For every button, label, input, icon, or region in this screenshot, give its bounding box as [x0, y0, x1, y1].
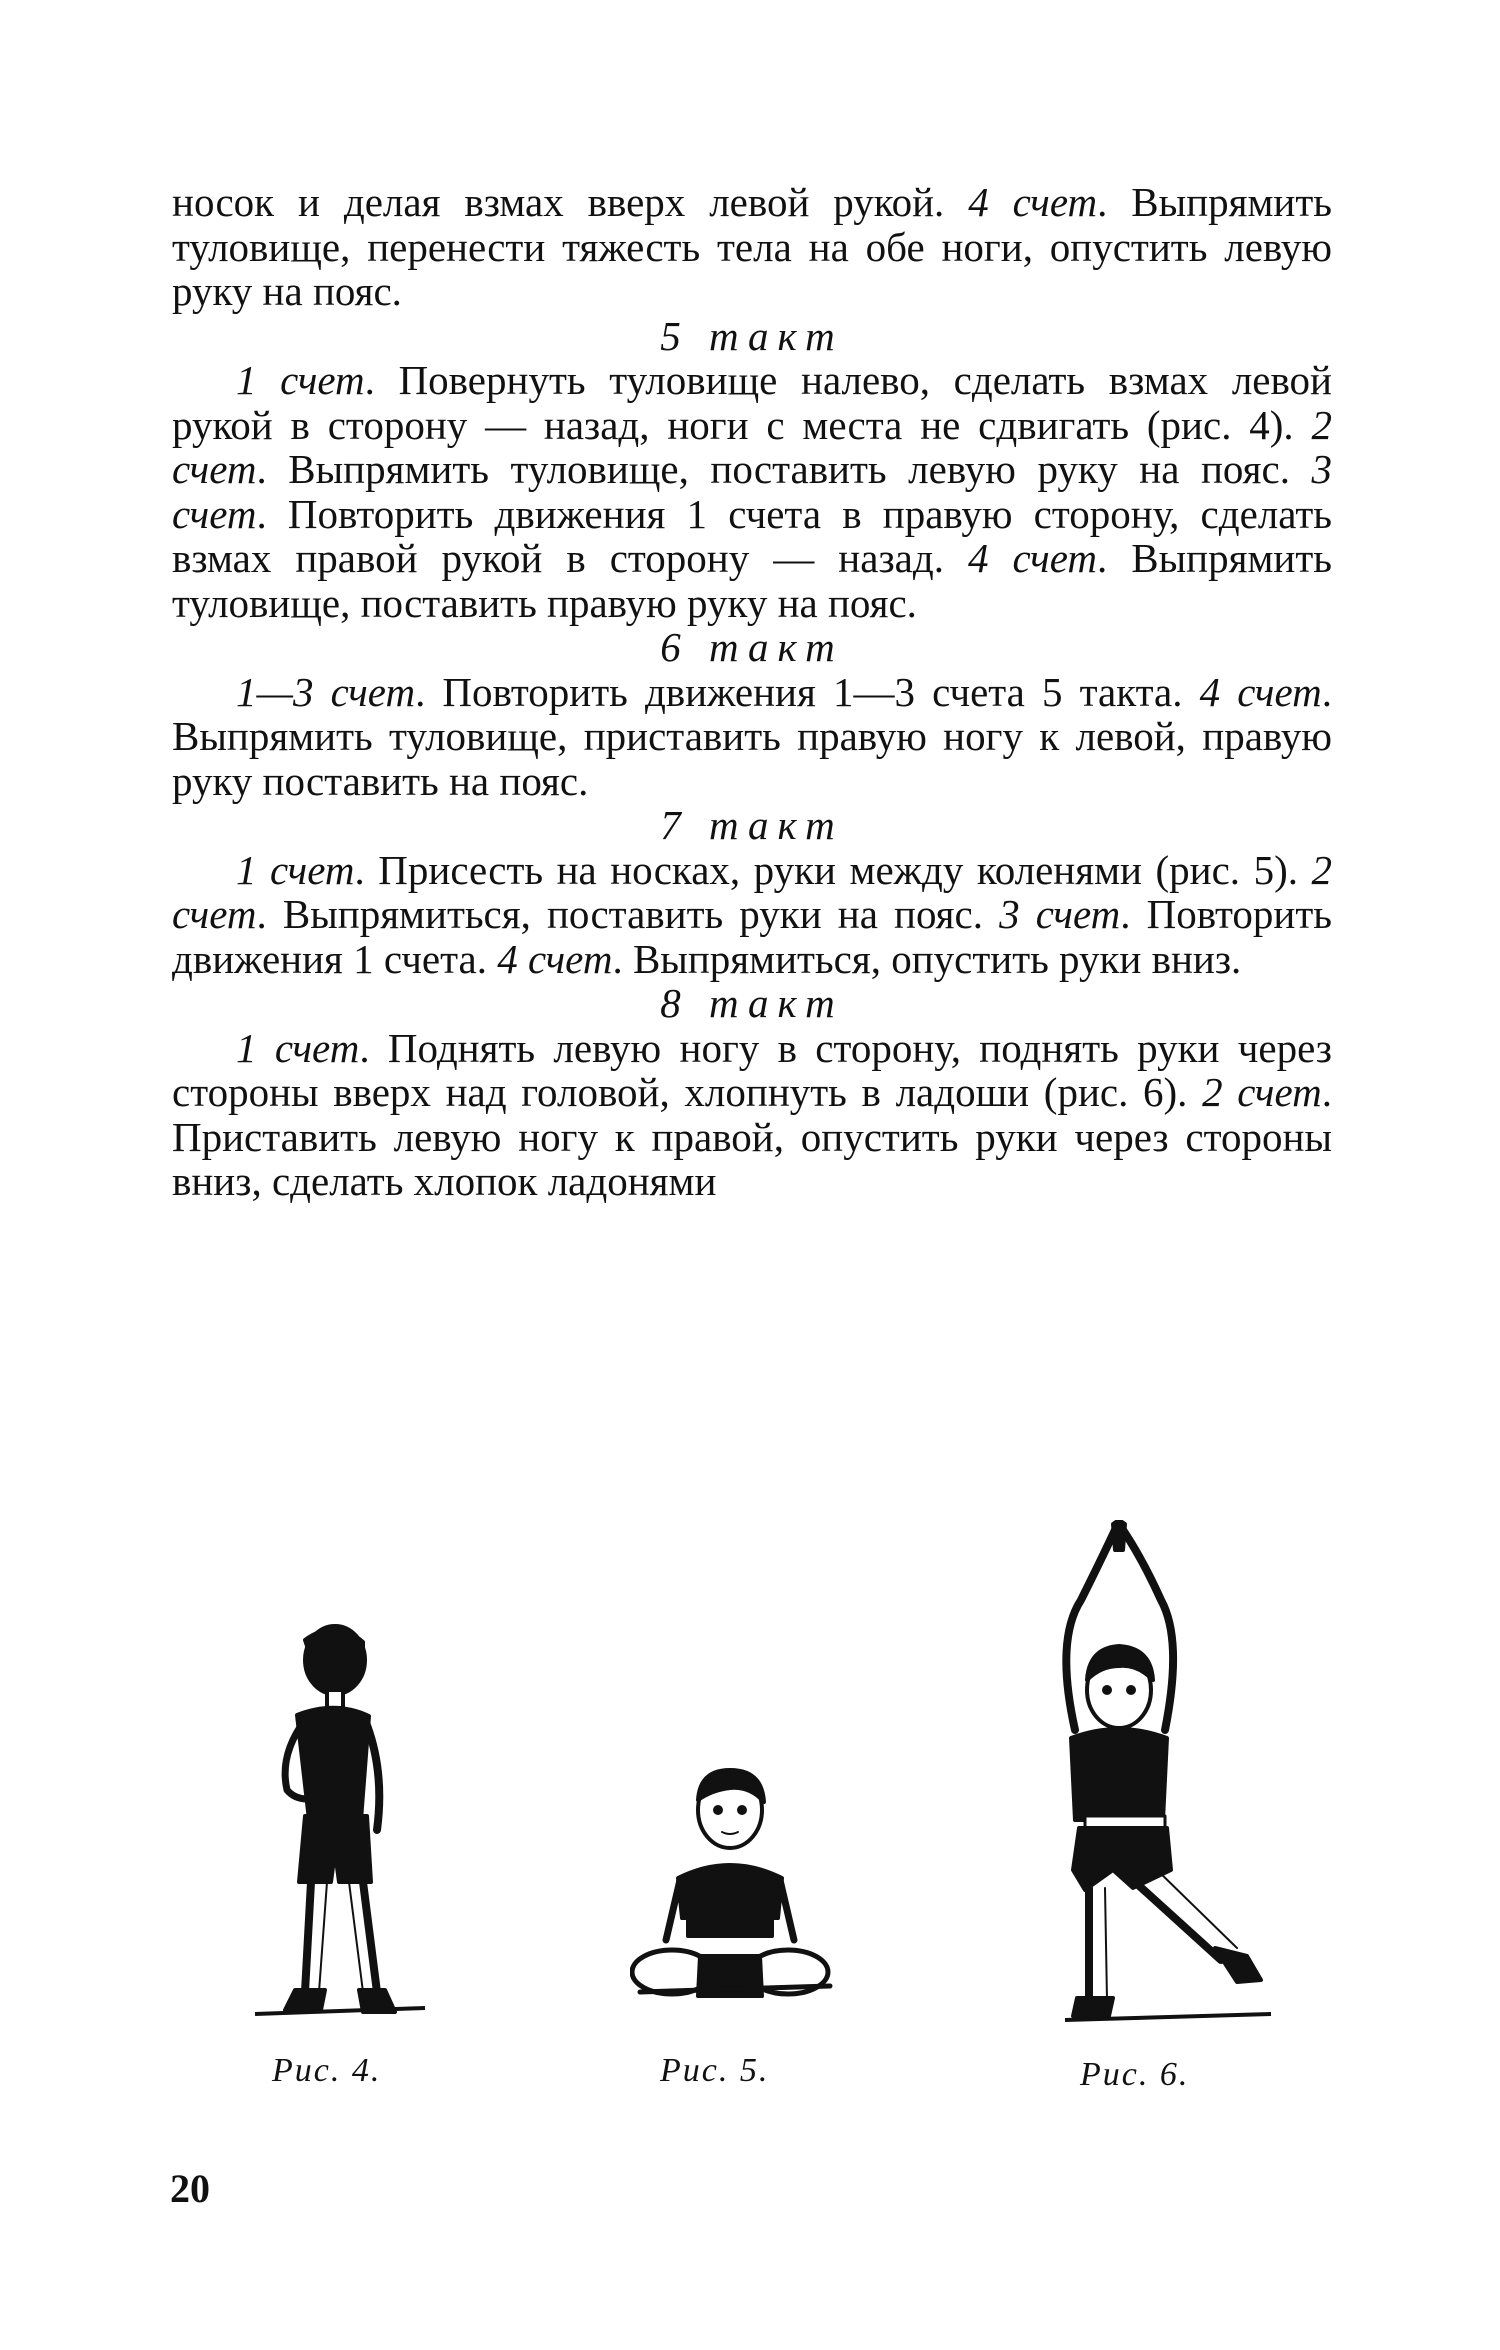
- heading-takt-6: 6 такт: [660, 624, 844, 670]
- text-run: . Поднять левую ногу в сторону, поднять руки через стороны вверх над головой, хлопнуть в ладоши (рис. 6).: [172, 1024, 1332, 1115]
- text-run: носок и делая взмах вверх левой рукой.: [172, 179, 969, 225]
- figure-4-illustration: [235, 1620, 435, 2030]
- figure-5-caption: Рис. 5.: [660, 2052, 770, 2089]
- count-label: 4 счет: [968, 179, 1098, 225]
- body-text: [172, 180, 1332, 1204]
- paragraph-takt-7: [172, 848, 1332, 982]
- paragraph-continuation: [172, 180, 1332, 314]
- paragraph-takt-8: [172, 1026, 1332, 1204]
- count-label: 2 счет: [1202, 1069, 1322, 1115]
- text-run: . Повторить движения 1 счета в правую сторону, сделать взмах правой рукой в сторону — назад.: [172, 490, 1332, 581]
- text-run: . Выпрямить туловище, приставить правую ногу к левой, правую руку поставить на пояс.: [172, 668, 1332, 804]
- text-run: . Повторить движения 1 счета.: [172, 891, 1332, 982]
- count-label: 1 счет: [236, 1024, 360, 1071]
- text-run: . Выпрямиться, опустить руки вниз.: [612, 935, 1242, 982]
- figure-5-illustration: [630, 1760, 840, 2030]
- page-number: 20: [170, 2166, 210, 2211]
- text-run: . Повторить движения 1—3 счета 5 такта.: [415, 668, 1200, 715]
- text-run: . Приставить левую ногу к правой, опустить руки через стороны вниз, сделать хлопок ладонями: [172, 1069, 1332, 1204]
- text-run: . Выпрямить туловище, перенести тяжесть тела на обе ноги, опустить левую руку на пояс.: [172, 179, 1332, 314]
- text-run: . Повернуть туловище налево, сделать взмах левой рукой в сторону — назад, ноги с места не сдвигать (рис. 4).: [172, 357, 1332, 448]
- count-label: 2 счет: [172, 846, 1332, 937]
- text-run: . Присесть на носках, руки между коленями (рис. 5).: [354, 846, 1312, 893]
- count-label: 3 счет: [172, 446, 1332, 537]
- text-run: . Выпрямиться, поставить руки на пояс.: [256, 891, 1000, 937]
- count-label: 1 счет: [236, 357, 365, 403]
- figure-6-caption: Рис. 6.: [1080, 2056, 1190, 2093]
- count-label: 3 счет: [999, 891, 1121, 937]
- heading-takt-7: 7 такт: [660, 802, 844, 848]
- count-label: 1—3 счет: [236, 668, 416, 715]
- heading-takt-8: 8 такт: [660, 980, 844, 1026]
- text-run: . Выпрямить туловище, поставить правую руку на пояс.: [172, 535, 1332, 626]
- figure-4-caption: Рис. 4.: [272, 2052, 382, 2089]
- heading-takt-5: 5 такт: [660, 312, 844, 359]
- figure-6-illustration: [1015, 1520, 1275, 2030]
- count-label: 4 счет: [497, 935, 613, 982]
- paragraph-takt-6: [172, 670, 1332, 804]
- paragraph-takt-5: [172, 358, 1332, 625]
- count-label: 2 счет: [172, 401, 1332, 492]
- count-label: 4 счет: [1199, 668, 1322, 715]
- text-run: . Выпрямить туловище, поставить левую руку на пояс.: [256, 446, 1312, 492]
- count-label: 4 счет: [967, 535, 1097, 581]
- count-label: 1 счет: [236, 846, 355, 893]
